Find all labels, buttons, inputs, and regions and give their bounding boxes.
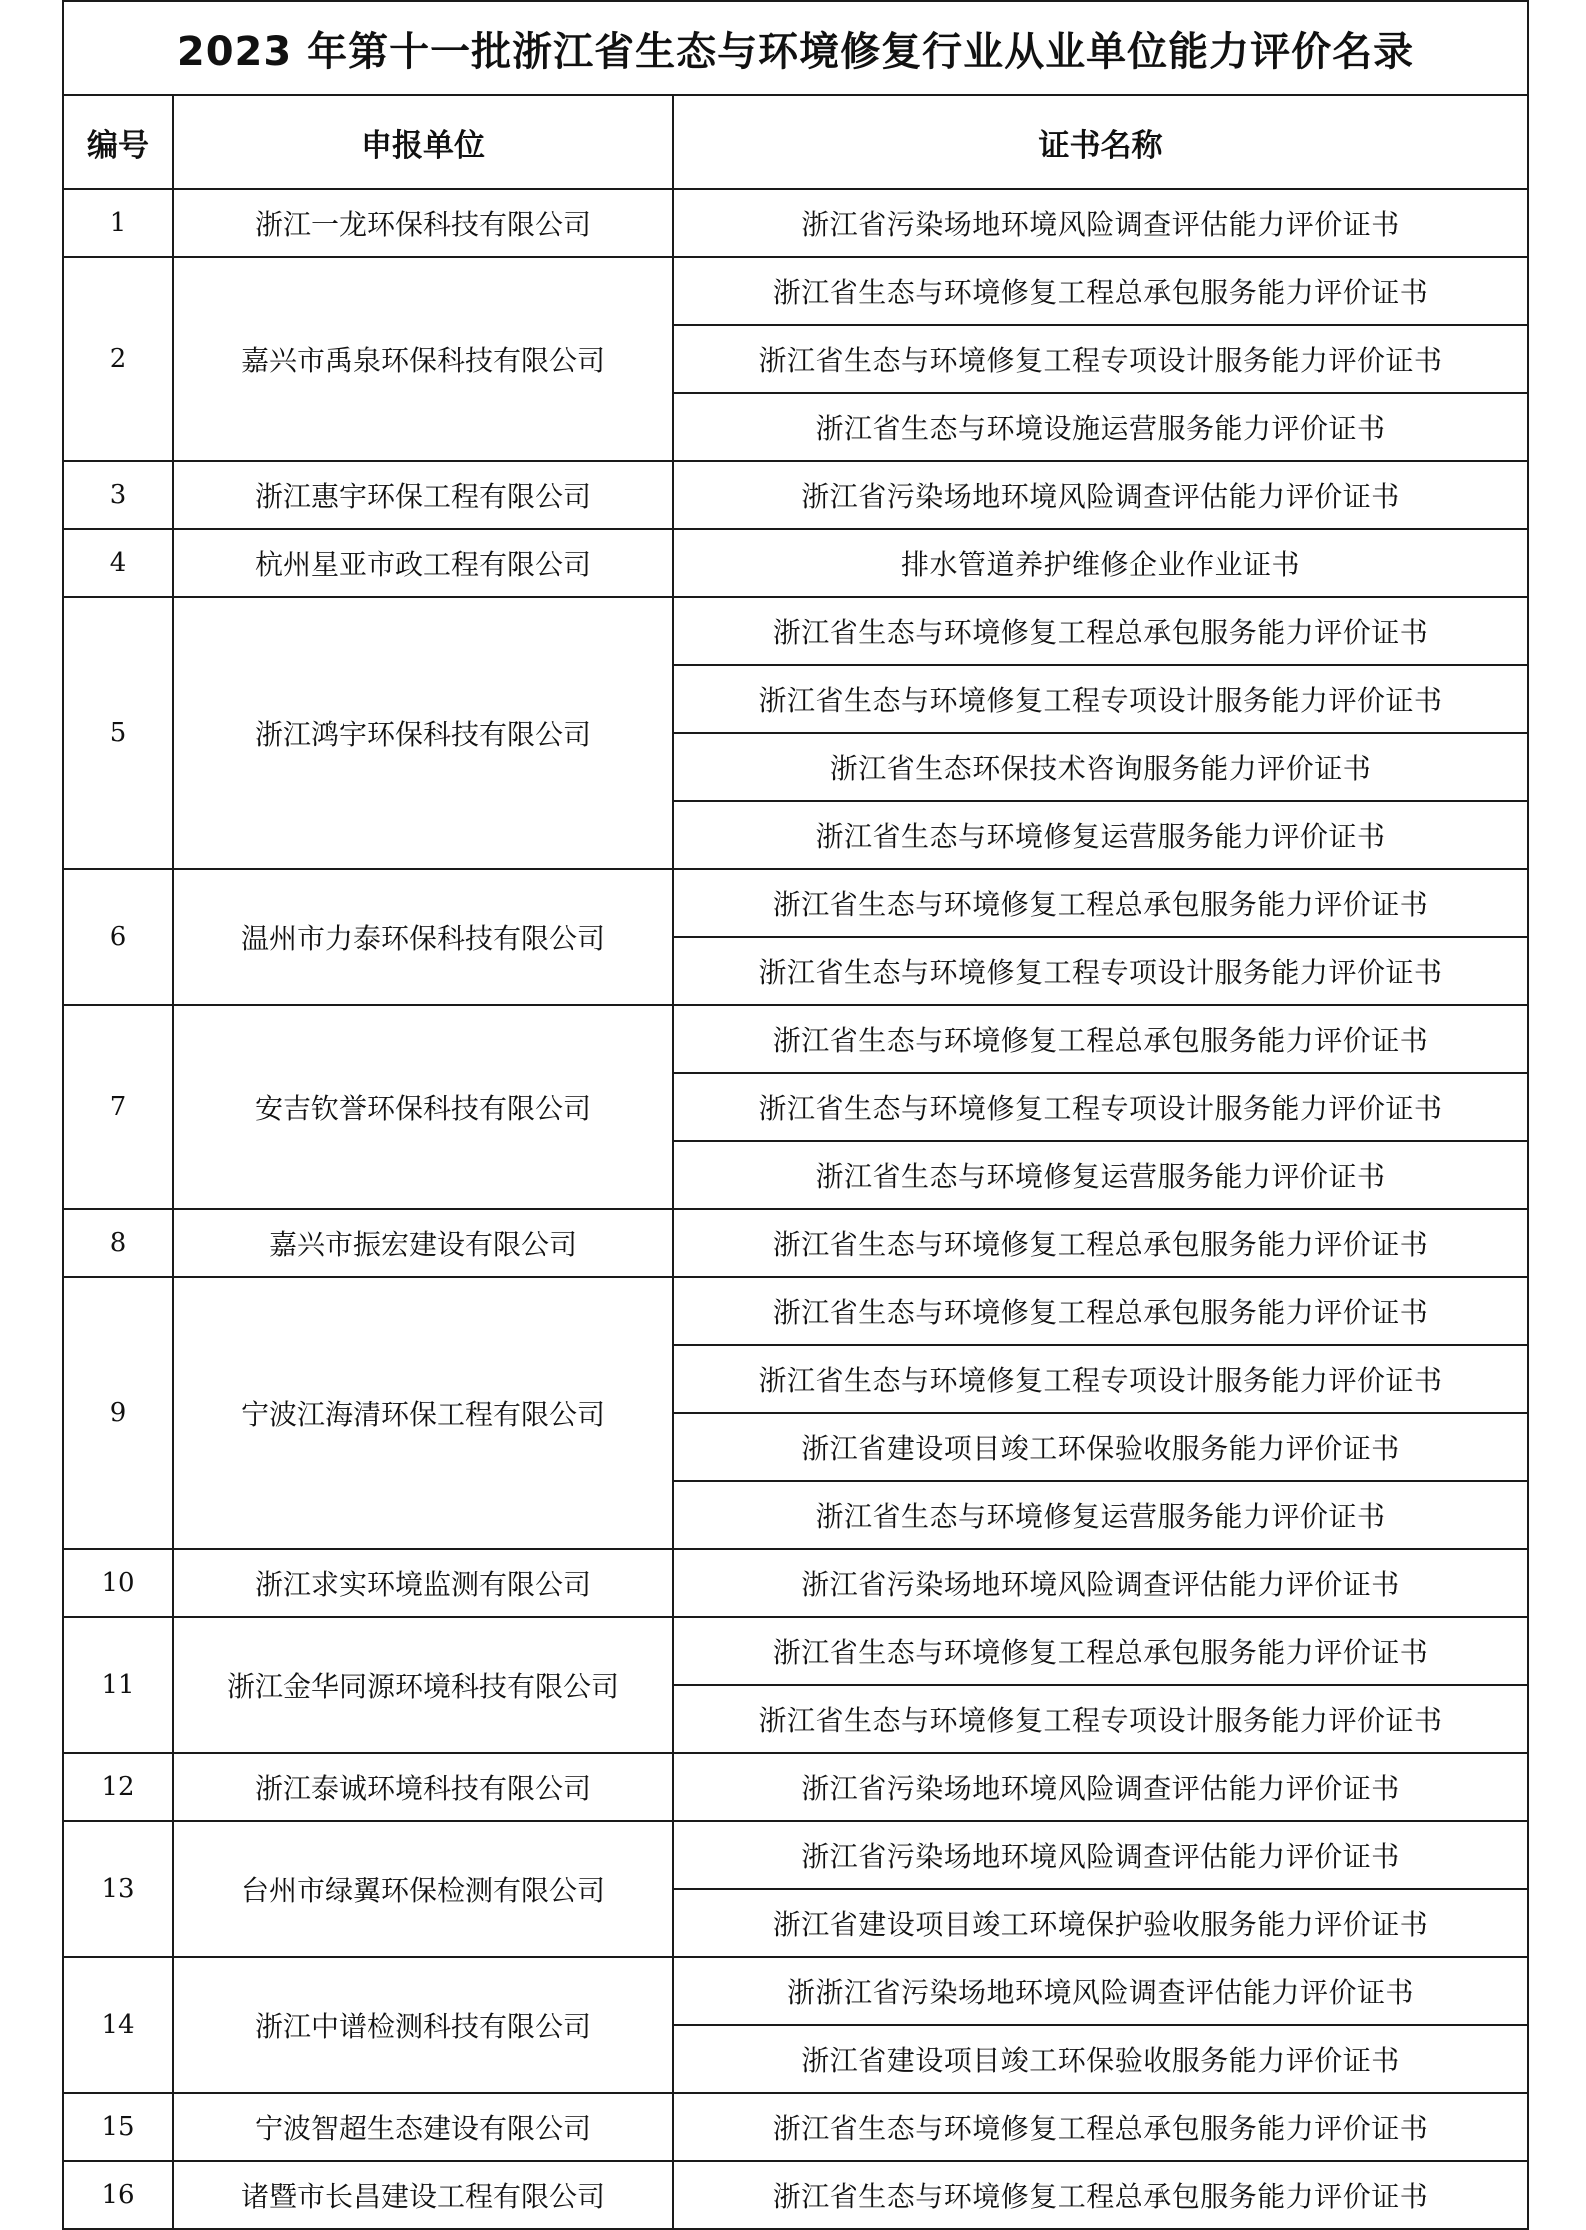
certificate-name: 浙江省建设项目竣工环保验收服务能力评价证书 xyxy=(673,2025,1528,2093)
row-number: 15 xyxy=(63,2093,173,2161)
certificate-name: 浙江省生态与环境修复运营服务能力评价证书 xyxy=(673,1141,1528,1209)
certificate-name: 浙江省生态与环境修复工程总承包服务能力评价证书 xyxy=(673,257,1528,325)
table-row xyxy=(63,257,1528,325)
document-title: 2023 年第十一批浙江省生态与环境修复行业从业单位能力评价名录 xyxy=(63,1,1528,95)
header-row xyxy=(63,95,1528,189)
certificate-name: 浙江省生态与环境修复工程专项设计服务能力评价证书 xyxy=(673,1073,1528,1141)
registry-table xyxy=(62,0,1529,2230)
applicant-unit: 宁波智超生态建设有限公司 xyxy=(173,2093,673,2161)
certificate-name: 浙江省生态与环境修复工程总承包服务能力评价证书 xyxy=(673,2093,1528,2161)
row-number: 13 xyxy=(63,1821,173,1957)
table-row xyxy=(63,461,1528,529)
table-row xyxy=(63,1549,1528,1617)
column-header-certificate: 证书名称 xyxy=(673,95,1528,189)
row-number: 1 xyxy=(63,189,173,257)
certificate-name: 浙江省生态与环境修复运营服务能力评价证书 xyxy=(673,801,1528,869)
table-row xyxy=(63,189,1528,257)
certificate-name: 浙江省生态环保技术咨询服务能力评价证书 xyxy=(673,733,1528,801)
certificate-name: 浙江省生态与环境修复运营服务能力评价证书 xyxy=(673,1481,1528,1549)
applicant-unit: 浙江惠宇环保工程有限公司 xyxy=(173,461,673,529)
applicant-unit: 温州市力泰环保科技有限公司 xyxy=(173,869,673,1005)
title-row xyxy=(63,1,1528,95)
table-row xyxy=(63,1277,1528,1345)
row-number: 5 xyxy=(63,597,173,869)
applicant-unit: 安吉钦誉环保科技有限公司 xyxy=(173,1005,673,1209)
applicant-unit: 嘉兴市振宏建设有限公司 xyxy=(173,1209,673,1277)
certificate-name: 浙江省生态与环境修复工程专项设计服务能力评价证书 xyxy=(673,1685,1528,1753)
row-number: 7 xyxy=(63,1005,173,1209)
certificate-name: 浙江省污染场地环境风险调查评估能力评价证书 xyxy=(673,1821,1528,1889)
table-row xyxy=(63,1753,1528,1821)
row-number: 12 xyxy=(63,1753,173,1821)
table-row xyxy=(63,869,1528,937)
certificate-name: 浙江省生态与环境修复工程专项设计服务能力评价证书 xyxy=(673,1345,1528,1413)
applicant-unit: 浙江泰诚环境科技有限公司 xyxy=(173,1753,673,1821)
row-number: 10 xyxy=(63,1549,173,1617)
applicant-unit: 浙江中谱检测科技有限公司 xyxy=(173,1957,673,2093)
table-row xyxy=(63,2093,1528,2161)
table-body xyxy=(63,189,1528,2229)
applicant-unit: 宁波江海清环保工程有限公司 xyxy=(173,1277,673,1549)
certificate-name: 浙江省生态与环境修复工程总承包服务能力评价证书 xyxy=(673,2161,1528,2229)
row-number: 3 xyxy=(63,461,173,529)
row-number: 4 xyxy=(63,529,173,597)
table-row xyxy=(63,1821,1528,1889)
certificate-name: 浙江省污染场地环境风险调查评估能力评价证书 xyxy=(673,1549,1528,1617)
row-number: 6 xyxy=(63,869,173,1005)
certificate-name: 浙江省污染场地环境风险调查评估能力评价证书 xyxy=(673,1753,1528,1821)
row-number: 11 xyxy=(63,1617,173,1753)
table-row xyxy=(63,1005,1528,1073)
certificate-name: 浙江省生态与环境修复工程总承包服务能力评价证书 xyxy=(673,1209,1528,1277)
table-row xyxy=(63,597,1528,665)
certificate-name: 浙江省生态与环境设施运营服务能力评价证书 xyxy=(673,393,1528,461)
certificate-name: 浙江省生态与环境修复工程专项设计服务能力评价证书 xyxy=(673,937,1528,1005)
applicant-unit: 杭州星亚市政工程有限公司 xyxy=(173,529,673,597)
certificate-name: 浙江省生态与环境修复工程总承包服务能力评价证书 xyxy=(673,1617,1528,1685)
certificate-name: 浙江省生态与环境修复工程专项设计服务能力评价证书 xyxy=(673,325,1528,393)
certificate-name: 浙江省生态与环境修复工程总承包服务能力评价证书 xyxy=(673,869,1528,937)
applicant-unit: 台州市绿翼环保检测有限公司 xyxy=(173,1821,673,1957)
table-row xyxy=(63,1209,1528,1277)
table-row xyxy=(63,529,1528,597)
certificate-name: 排水管道养护维修企业作业证书 xyxy=(673,529,1528,597)
row-number: 9 xyxy=(63,1277,173,1549)
certificate-name: 浙江省生态与环境修复工程总承包服务能力评价证书 xyxy=(673,1005,1528,1073)
certificate-name: 浙江省生态与环境修复工程总承包服务能力评价证书 xyxy=(673,597,1528,665)
applicant-unit: 浙江鸿宇环保科技有限公司 xyxy=(173,597,673,869)
row-number: 16 xyxy=(63,2161,173,2229)
column-header-unit: 申报单位 xyxy=(173,95,673,189)
row-number: 8 xyxy=(63,1209,173,1277)
applicant-unit: 浙江一龙环保科技有限公司 xyxy=(173,189,673,257)
certificate-name: 浙江省生态与环境修复工程专项设计服务能力评价证书 xyxy=(673,665,1528,733)
row-number: 2 xyxy=(63,257,173,461)
applicant-unit: 诸暨市长昌建设工程有限公司 xyxy=(173,2161,673,2229)
table-row xyxy=(63,1617,1528,1685)
certificate-name: 浙江省建设项目竣工环境保护验收服务能力评价证书 xyxy=(673,1889,1528,1957)
certificate-name: 浙江省建设项目竣工环保验收服务能力评价证书 xyxy=(673,1413,1528,1481)
table-row xyxy=(63,2161,1528,2229)
certificate-name: 浙浙江省污染场地环境风险调查评估能力评价证书 xyxy=(673,1957,1528,2025)
certificate-name: 浙江省污染场地环境风险调查评估能力评价证书 xyxy=(673,189,1528,257)
certificate-name: 浙江省生态与环境修复工程总承包服务能力评价证书 xyxy=(673,1277,1528,1345)
applicant-unit: 嘉兴市禹泉环保科技有限公司 xyxy=(173,257,673,461)
applicant-unit: 浙江金华同源环境科技有限公司 xyxy=(173,1617,673,1753)
row-number: 14 xyxy=(63,1957,173,2093)
certificate-name: 浙江省污染场地环境风险调查评估能力评价证书 xyxy=(673,461,1528,529)
table-row xyxy=(63,1957,1528,2025)
applicant-unit: 浙江求实环境监测有限公司 xyxy=(173,1549,673,1617)
column-header-number: 编号 xyxy=(63,95,173,189)
